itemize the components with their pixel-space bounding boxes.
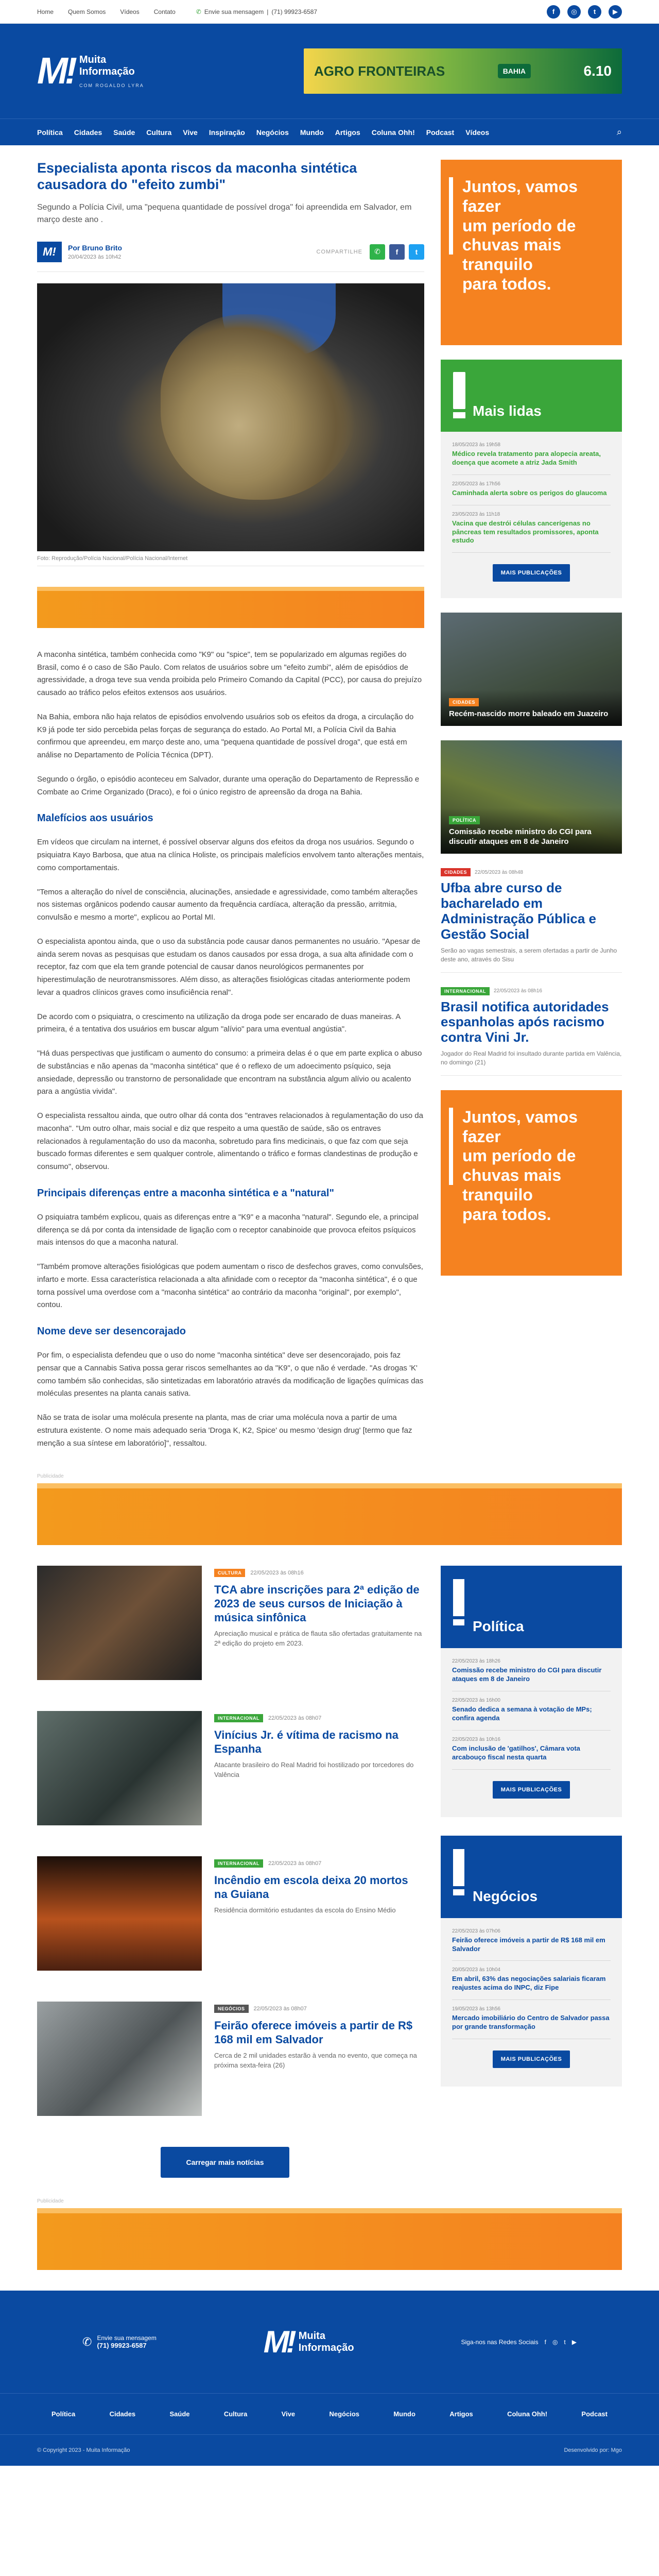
- youtube-icon[interactable]: ▶: [571, 2338, 577, 2346]
- tag-badge: INTERNACIONAL: [214, 1859, 263, 1868]
- top-bar: [0, 0, 659, 24]
- paragraph: Não se trata de isolar uma molécula presente na planta, mas de criar uma molécula nova a partir de uma estrutura existente. O nome mais adequado seria 'Droga K, K2, Spice' ou mesmo 'design drug' [termo que faz menção a sua síntese em laboratório]", ressaltou.: [37, 1413, 412, 1448]
- whatsapp-share-icon[interactable]: ✆: [370, 244, 385, 260]
- negocios-title: Negócios: [473, 1888, 538, 1904]
- photo-card-politica[interactable]: [441, 740, 622, 854]
- paragraph: Segundo o órgão, o episódio aconteceu em Salvador, durante uma operação do Departamento de Repressão e Combate ao Crime Organizado (Draco), e foi o único registro de apreensão da droga na Bahia.: [37, 774, 420, 796]
- sidebar-ad-text: Juntos, vamos fazer um período de chuvas mais tranquilo para todos.: [462, 177, 578, 293]
- side-story-title: Brasil notifica autoridades espanholas após racismo contra Vini Jr.: [441, 998, 609, 1045]
- tag-badge: INTERNACIONAL: [441, 987, 490, 995]
- news-summary: Atacante brasileiro do Real Madrid foi hostilizado por torcedores do Valência: [214, 1760, 414, 1778]
- nav-item-inspiracao[interactable]: Inspiração: [209, 128, 245, 137]
- news-image: [37, 1856, 202, 1971]
- top-link-home[interactable]: Home: [37, 8, 54, 15]
- footer-nav: [0, 2394, 659, 2435]
- inline-ad-banner[interactable]: [37, 587, 424, 628]
- nav-item-videos[interactable]: Vídeos: [465, 128, 490, 137]
- most-read-title: Mais lidas: [473, 403, 542, 419]
- news-summary: Residência dormitório estudantes da escola do Ensino Médio: [214, 1906, 396, 1914]
- social-links: [547, 5, 622, 19]
- ad-label: Publicidade: [37, 1473, 64, 1480]
- article-photo: [37, 283, 424, 551]
- paragraph: Em vídeos que circulam na internet, é possível observar alguns dos efeitos da droga nos usuários. Segundo o psiquiatra Kayo Barbosa, que atua na clínica Holiste, os principais malefícios envolvem tanto alterações mentais, como comportamentais.: [37, 838, 424, 872]
- tag-badge: NEGÓCIOS: [214, 2005, 249, 2013]
- top-link-contact[interactable]: Contato: [153, 8, 176, 15]
- search-icon[interactable]: ⌕: [616, 127, 622, 137]
- footer-social: [461, 2338, 577, 2346]
- article: [37, 160, 424, 1461]
- footer-nav-item[interactable]: Saúde: [169, 2410, 190, 2418]
- tag-badge: CIDADES: [441, 868, 471, 876]
- footer-nav-item[interactable]: Mundo: [393, 2410, 415, 2418]
- load-more-button[interactable]: Carregar mais notícias: [161, 2147, 289, 2178]
- ad-right-text: 6.10: [583, 63, 612, 79]
- paragraph: A maconha sintética, também conhecida como "K9" ou "spice", tem se popularizado em algumas regiões do Brasil, como é o caso de São Paulo. Com relatos de usuários sobre um "efeito zumbi", além de episódios de agressividade, a droga teve sua venda proibida pelo Primeiro Comando da Capital (PCC), por causa do prejuízo causado ao tráfico pelos efeitos extensos aos usuários.: [37, 650, 422, 698]
- news-card[interactable]: CULTURA 22/05/2023 às 08h16 TCA abre inscrições para 2ª edição de 2023 de seus cursos de Iniciação à música sinfônica Apreciação musical e prática de flauta são ofertadas gratuitamente na 2ª edição do projeto em 2023.: [37, 1566, 424, 1696]
- news-card[interactable]: INTERNACIONAL 22/05/2023 às 08h07 Vinícius Jr. é vítima de racismo na Espanha Atacante brasileiro do Real Madrid foi hostilizado por torcedores do Valência: [37, 1711, 424, 1841]
- twitter-icon[interactable]: t: [588, 5, 601, 19]
- twitter-icon[interactable]: t: [564, 2338, 566, 2346]
- nav-item-coluna[interactable]: Coluna Ohh!: [371, 128, 415, 137]
- facebook-icon[interactable]: f: [547, 5, 560, 19]
- news-feed: [37, 1566, 424, 2178]
- header-ad-banner[interactable]: [304, 48, 622, 94]
- news-card[interactable]: INTERNACIONAL 22/05/2023 às 08h07 Incêndio em escola deixa 20 mortos na Guiana Residência dormitório estudantes da escola do Ensino Médio: [37, 1856, 424, 1986]
- lower-sidebar: [441, 1566, 622, 2178]
- negocios-header: [441, 1836, 622, 1918]
- sidebar-ad-text: Juntos, vamos fazer um período de chuvas mais tranquilo para todos.: [462, 1107, 578, 1224]
- nav-item-politica[interactable]: Política: [37, 128, 63, 137]
- paragraph: "Também promove alterações fisiológicas que podem aumentam o risco de desfechos graves, como convulsões, infarto e morte. Essa característica relacionada a alta afinidade com o receptor da "maconha sintética", é o que torna possível uma overdose com a "maconha sintética" ao contrário da maconha "original", por exemplo", contou.: [37, 1262, 423, 1310]
- article-title: Especialista aponta riscos da maconha sintética causadora do "efeito zumbi": [37, 160, 357, 193]
- site-logo[interactable]: [37, 50, 144, 92]
- news-summary: Cerca de 2 mil unidades estarão à venda no evento, que começa na próxima sexta-feira (26): [214, 2051, 417, 2069]
- sidebar-ad-banner-2[interactable]: [441, 1090, 622, 1276]
- whatsapp-icon: ✆: [196, 8, 201, 15]
- article-body: [37, 649, 424, 1450]
- contact-label: Envie sua mensagem: [204, 8, 264, 15]
- article-date: 20/04/2023 às 10h42: [68, 253, 122, 260]
- news-title: Incêndio em escola deixa 20 mortos na Guiana: [214, 1874, 408, 1901]
- share-label: COMPARTILHE: [316, 248, 362, 255]
- tag-badge: CULTURA: [214, 1569, 245, 1577]
- paragraph: De acordo com o psiquiatra, o crescimento na utilização da droga pode ser encarado de duas maneiras. A primeira, é a tentativa dos usuários em buscar algum "alívio" para uma eventual angústia".: [37, 1012, 401, 1034]
- subheading-malefic: Malefícios aos usuários: [37, 812, 153, 824]
- list-item[interactable]: 22/05/2023 às 10h16 Com inclusão de 'gatilhos', Câmara vota arcabouço fiscal nesta quarta: [452, 1731, 611, 1770]
- sidebar: [441, 160, 622, 1461]
- list-item[interactable]: 22/05/2023 às 07h06 Feirão oferece imóveis a partir de R$ 168 mil em Salvador: [452, 1922, 611, 1961]
- ad-mid-text: BAHIA: [498, 64, 531, 78]
- logo-text: Muita Informação COM ROGALDO LYRA: [79, 54, 144, 88]
- footer-nav-item[interactable]: Coluna Ohh!: [507, 2410, 548, 2418]
- exclamation-icon: [453, 1849, 464, 1886]
- nav-item-cultura[interactable]: Cultura: [146, 128, 172, 137]
- paragraph: O psiquiatra também explicou, quais as diferenças entre a "K9" e a maconha "natural". Segundo ele, a principal diferença se dá por conta da intensidade de ligação com o receptor canabinoide que provoca efeitos psíquicos mais intensos do que a maconha natural.: [37, 1212, 419, 1247]
- paragraph: Por fim, o especialista defendeu que o uso do nome "maconha sintética" deve ser desencorajado, pois faz pensar que a Cannabis Sativa possa gerar riscos semelhantes ao da "K9", o que não é verdade. "As drogas 'K' como também são conhecidas, são sintetizadas em laboratório através da modificação de ligações químicas das moléculas presentes na planta canais sativa.: [37, 1351, 424, 1398]
- footer-social-label: Siga-nos nas Redes Sociais: [461, 2338, 539, 2346]
- exclamation-icon: [453, 1579, 464, 1616]
- main-nav: [0, 118, 659, 145]
- author-name[interactable]: Por Bruno Brito: [68, 243, 122, 252]
- side-story-title: Ufba abre curso de bacharelado em Administração Pública e Gestão Social: [441, 880, 596, 942]
- footer-contact[interactable]: ✆ Envie sua mensagem (71) 99923-6587: [82, 2334, 157, 2350]
- twitter-share-icon[interactable]: t: [409, 244, 424, 260]
- photo-card-cidades[interactable]: [441, 613, 622, 726]
- paragraph: "Temos a alteração do nível de consciência, alucinações, ansiedade e agressividade, como também alterações nos sistemas orgânicos podendo causar aumento da frequência cardíaca, alteração da pressão, arritmia, convulsão e mesmo a morte", explicou ao Portal MI.: [37, 887, 418, 922]
- paragraph: O especialista apontou ainda, que o uso da substância pode causar danos permanentes no usuário. "Apesar de ainda serem novas as pesquisas que estudam os danos causados por essa droga, a sua alta afinidade com o receptor, faz com que ela tem grande potencial de causar danos neurológicos permanentes por hiperestimulação de neurotransmissores. Além disso, as alterações fisiológicas citadas anteriormente podem levar a quadros clínicos graves como insuficiência renal".: [37, 937, 421, 997]
- politica-header: [441, 1566, 622, 1648]
- footer-nav-item[interactable]: Artigos: [449, 2410, 473, 2418]
- footer-copyright: © Copyright 2023 - Muita Informação Desenvolvido por: Mgo: [37, 2447, 622, 2454]
- more-publications-button[interactable]: MAIS PUBLICAÇÕES: [493, 1781, 570, 1799]
- site-footer: [0, 2291, 659, 2466]
- more-publications-button[interactable]: MAIS PUBLICAÇÕES: [493, 564, 570, 582]
- instagram-icon[interactable]: ◎: [552, 2338, 558, 2346]
- news-title: TCA abre inscrições para 2ª edição de 2023 de seus cursos de Iniciação à música sinfônica: [214, 1583, 420, 1624]
- facebook-share-icon[interactable]: f: [389, 244, 405, 260]
- most-read-list: [441, 432, 622, 586]
- list-item[interactable]: 20/05/2023 às 10h04 Em abril, 63% das negociações salariais ficaram reajustes acima do INPC, diz Fipe: [452, 1961, 611, 2000]
- share-bar: [317, 244, 424, 260]
- full-ad-banner-2[interactable]: [37, 2208, 622, 2270]
- whatsapp-icon: ✆: [82, 2335, 92, 2348]
- nav-items: [37, 128, 489, 137]
- news-card[interactable]: NEGÓCIOS 22/05/2023 às 08h07 Feirão oferece imóveis a partir de R$ 168 mil em Salvador Cerca de 2 mil unidades estarão à venda no evento, que começa na próxima sexta-feira (26): [37, 2002, 424, 2131]
- author-avatar: M!: [37, 242, 62, 262]
- nav-item-artigos[interactable]: Artigos: [335, 128, 360, 137]
- side-story[interactable]: CIDADES 22/05/2023 às 08h48 Ufba abre curso de bacharelado em Administração Pública e Gestão Social Serão ao vagas semestrais, a serem ofertadas a partir de Junho deste ano, através do Sisu: [441, 868, 622, 972]
- more-publications-button[interactable]: MAIS PUBLICAÇÕES: [493, 2050, 570, 2068]
- nav-item-cidades[interactable]: Cidades: [74, 128, 102, 137]
- lower-section: [37, 1566, 622, 2178]
- list-item[interactable]: 22/05/2023 às 17h56 Caminhada alerta sobre os perigos do glaucoma: [452, 475, 611, 505]
- youtube-icon[interactable]: ▶: [609, 5, 622, 19]
- photo-substance: [161, 314, 356, 500]
- list-item[interactable]: 18/05/2023 às 19h58 Médico revela tratamento para alopecia areata, doença que acomete a atriz Jada Smith: [452, 436, 611, 475]
- most-read-block: [441, 360, 622, 598]
- sidebar-ad-banner[interactable]: [441, 160, 622, 345]
- photo-caption: Foto: Reprodução/Polícia Nacional/Polícia Nacional/Internet: [37, 551, 424, 566]
- nav-item-vive[interactable]: Vive: [183, 128, 198, 137]
- politica-title: Política: [473, 1618, 524, 1635]
- top-links: [37, 8, 176, 15]
- top-link-videos[interactable]: Vídeos: [120, 8, 140, 15]
- news-summary: Apreciação musical e prática de flauta são ofertadas gratuitamente na 2ª edição do projeto em 2023.: [214, 1629, 422, 1647]
- side-story-summary: Serão ao vagas semestrais, a serem ofertadas a partir de Junho deste ano, através do Sisu: [441, 946, 617, 963]
- news-image: [37, 1711, 202, 1825]
- page-container: [37, 145, 622, 1461]
- ad-label: Publicidade: [37, 2198, 64, 2205]
- paragraph: Na Bahia, embora não haja relatos de episódios envolvendo usuários sob os efeitos da droga, a circulação do K9 já pode ter sido percebida pelas forças de segurança do estado. Ao Portal MI, a Polícia Civil da Bahia confirmou que apreendeu, em março deste ano, uma "pequena quantidade de possível droga", que está em análise no Departamento de Polícia Técnica (DPT).: [37, 712, 414, 760]
- tag-badge: POLÍTICA: [449, 816, 480, 824]
- full-ad-banner[interactable]: [37, 1483, 622, 1545]
- contact-phone: (71) 99923-6587: [271, 8, 318, 15]
- side-story-summary: Jogador do Real Madrid foi insultado durante partida em Valência, no domingo (21): [441, 1050, 622, 1066]
- exclamation-icon: [453, 372, 465, 409]
- list-item[interactable]: 23/05/2023 às 11h18 Vacina que destrói células cancerígenas no pâncreas tem resultados promissores, aponta estudo: [452, 505, 611, 553]
- footer-logo[interactable]: M! Muita Informação: [263, 2324, 354, 2359]
- top-bar-left: [37, 8, 317, 15]
- paragraph: "Há duas perspectivas que justificam o aumento do consumo: a primeira delas é o que em parte explica o abuso de substâncias e não apenas da "maconha sintética" que é o reflexo de um adoecimento psíquico, seja ansiedade, depressão ou transtorno de personalidade que encontram na substância algum alívio ou acalento para a angústia vivida".: [37, 1049, 422, 1096]
- top-link-about[interactable]: Quem Somos: [68, 8, 106, 15]
- subheading-diff: Principais diferenças entre a maconha sintética e a "natural": [37, 1187, 334, 1199]
- side-story[interactable]: INTERNACIONAL 22/05/2023 às 08h16 Brasil notifica autoridades espanholas após racismo contra Vini Jr. Jogador do Real Madrid foi insultado durante partida em Valência, no domingo (21): [441, 987, 622, 1076]
- paragraph: O especialista ressaltou ainda, que outro olhar dá conta dos "entraves relacionados à regulamentação do uso da maconha". "Um outro olhar, mais social e diz que respeito a uma questão de saúde, são os entraves relacionados à regulamentação do uso da maconha, sobretudo para fins medicinais, o que faz com que seja buscado formas diferentes e sem qualquer controle, alimentando o tráfico e formas clandestinas de produção e consumo", observou.: [37, 1111, 423, 1172]
- list-item[interactable]: 19/05/2023 às 13h56 Mercado imobiliário do Centro de Salvador passa por grande transformação: [452, 2000, 611, 2039]
- article-lead: Segundo a Polícia Civil, uma "pequena quantidade de possível droga" foi apreendida em Salvador, em março deste ano .: [37, 202, 412, 224]
- photo-card-title: Comissão recebe ministro do CGI para discutir ataques em 8 de Janeiro: [449, 827, 592, 846]
- footer-top: [0, 2291, 659, 2394]
- photo-card-title: Recém-nascido morre baleado em Juazeiro: [449, 709, 609, 718]
- facebook-icon[interactable]: f: [544, 2338, 546, 2346]
- ad-left-text: AGRO FRONTEIRAS: [314, 63, 445, 79]
- footer-nav-item[interactable]: Podcast: [581, 2410, 608, 2418]
- news-title: Feirão oferece imóveis a partir de R$ 168 mil em Salvador: [214, 2019, 413, 2046]
- news-image: [37, 1566, 202, 1680]
- subheading-name: Nome deve ser desencorajado: [37, 1326, 186, 1337]
- tag-badge: CIDADES: [449, 698, 479, 706]
- news-image: [37, 2002, 202, 2116]
- most-read-header: [441, 360, 622, 432]
- footer-nav-item[interactable]: Política: [51, 2410, 76, 2418]
- nav-item-mundo[interactable]: Mundo: [300, 128, 324, 137]
- logo-mark: M!: [37, 50, 74, 92]
- instagram-icon[interactable]: ◎: [567, 5, 581, 19]
- article-byline: [37, 242, 424, 272]
- top-contact[interactable]: ✆ Envie sua mensagem | (71) 99923-6587: [196, 8, 318, 15]
- footer-nav-item[interactable]: Cidades: [109, 2410, 136, 2418]
- list-item[interactable]: 22/05/2023 às 16h00 Senado dedica a semana à votação de MPs; confira agenda: [452, 1691, 611, 1731]
- footer-nav-item[interactable]: Negócios: [329, 2410, 360, 2418]
- author-block: [37, 242, 122, 262]
- list-item[interactable]: 22/05/2023 às 18h26 Comissão recebe ministro do CGI para discutir ataques em 8 de Janeiro: [452, 1652, 611, 1691]
- nav-item-negocios[interactable]: Negócios: [256, 128, 289, 137]
- footer-nav-item[interactable]: Cultura: [223, 2410, 248, 2418]
- politica-block: [441, 1566, 622, 1817]
- nav-item-saude[interactable]: Saúde: [113, 128, 135, 137]
- news-title: Vinícius Jr. é vítima de racismo na Espanha: [214, 1728, 398, 1756]
- nav-item-podcast[interactable]: Podcast: [426, 128, 455, 137]
- negocios-block: [441, 1836, 622, 2087]
- footer-nav-item[interactable]: Vive: [281, 2410, 296, 2418]
- tag-badge: INTERNACIONAL: [214, 1714, 263, 1722]
- site-header: [0, 24, 659, 118]
